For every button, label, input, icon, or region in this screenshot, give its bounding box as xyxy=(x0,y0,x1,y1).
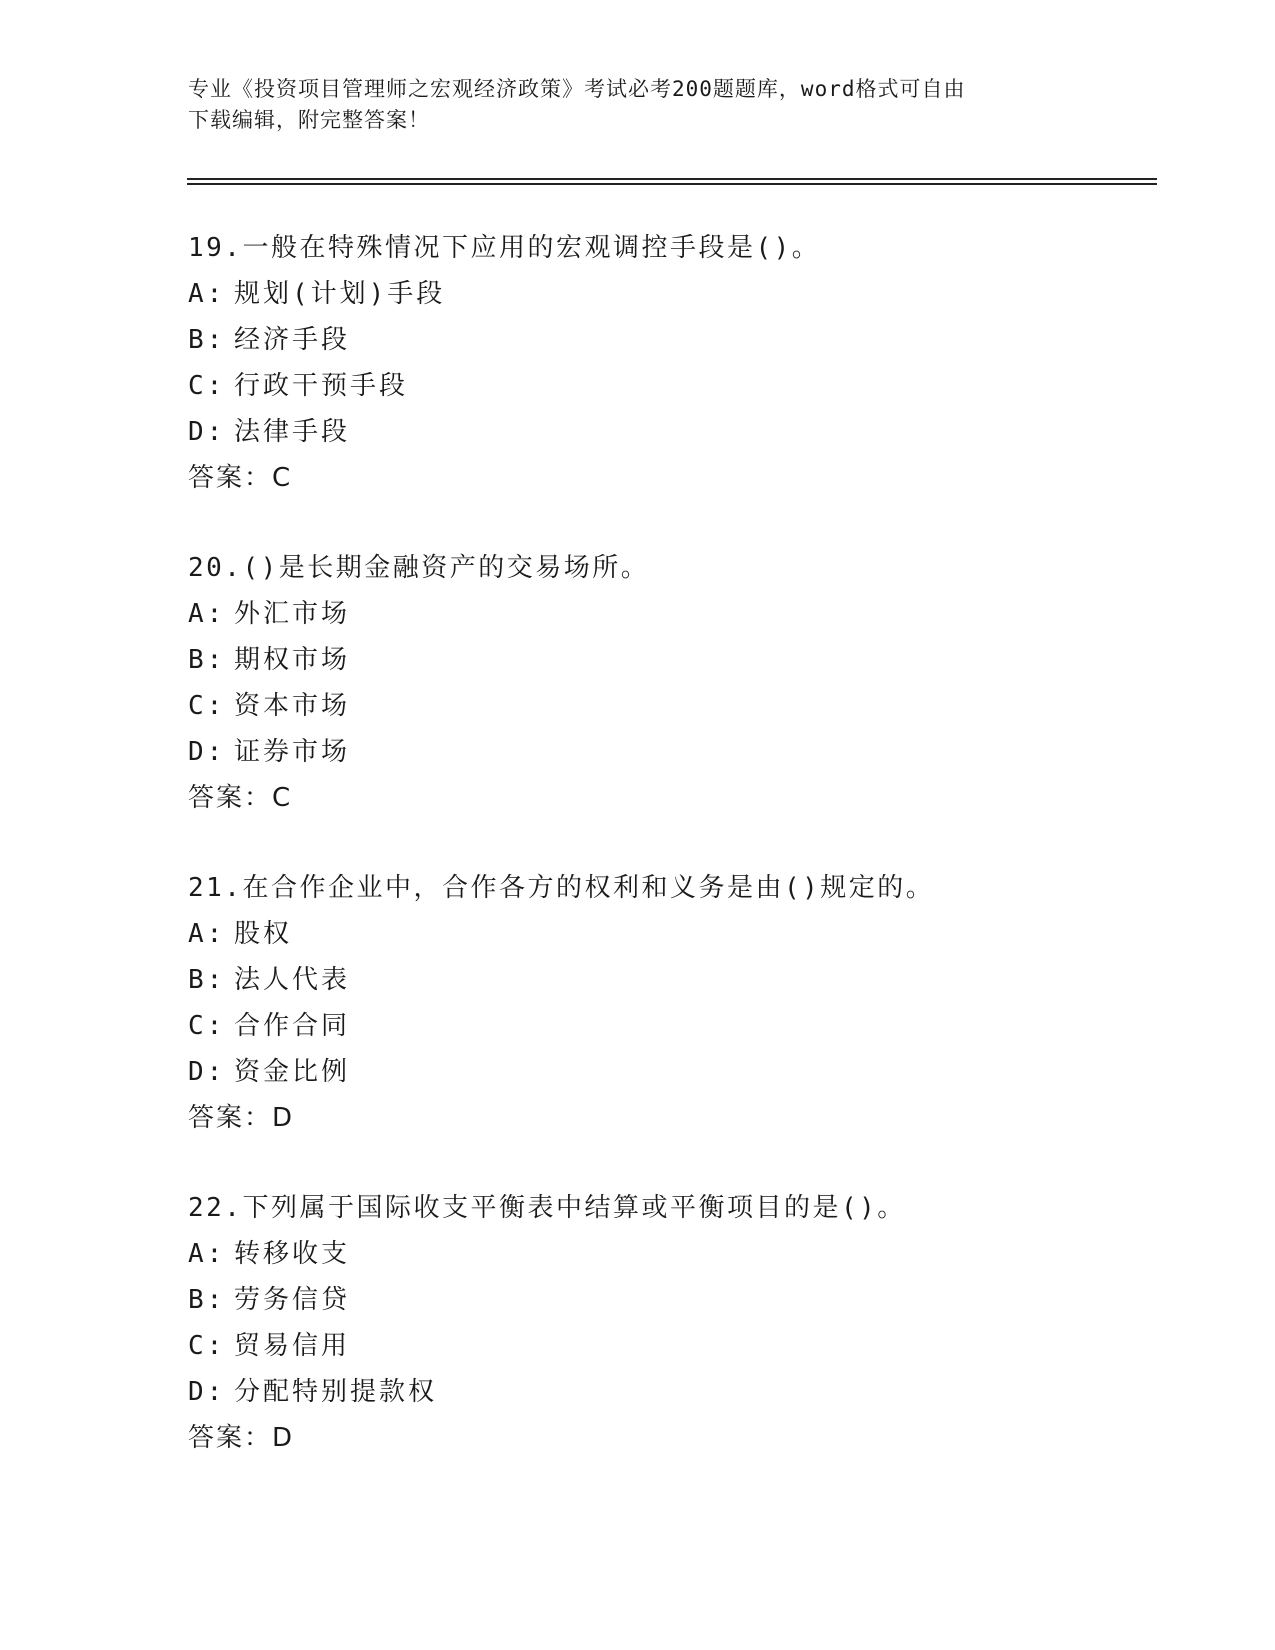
question-block xyxy=(188,225,1188,501)
question-title: 19.一般在特殊情况下应用的宏观调控手段是()。 xyxy=(188,233,821,263)
option-key: A: xyxy=(188,599,226,629)
option-text: 法人代表 xyxy=(234,965,351,995)
option-c xyxy=(188,363,1188,409)
option-text: 期权市场 xyxy=(234,645,351,675)
option-a xyxy=(188,591,1188,637)
option-key: A: xyxy=(188,279,226,309)
option-key: D: xyxy=(188,417,226,447)
option-text: 资金比例 xyxy=(234,1057,351,1087)
header-line-2: 下载编辑，附完整答案！ xyxy=(188,108,430,132)
option-b xyxy=(188,637,1188,683)
option-text: 资本市场 xyxy=(234,691,351,721)
option-key: C: xyxy=(188,371,226,401)
option-d xyxy=(188,409,1188,455)
option-key: A: xyxy=(188,1239,226,1269)
option-text: 贸易信用 xyxy=(234,1331,351,1361)
answer-line: 答案：C xyxy=(188,783,293,813)
question-block xyxy=(188,545,1188,821)
option-key: D: xyxy=(188,1377,226,1407)
question-block xyxy=(188,865,1188,1141)
option-text: 行政干预手段 xyxy=(234,371,409,401)
option-key: D: xyxy=(188,1057,226,1087)
option-b xyxy=(188,317,1188,363)
option-c xyxy=(188,1323,1188,1369)
option-key: D: xyxy=(188,737,226,767)
option-text: 劳务信贷 xyxy=(234,1285,351,1315)
option-text: 转移收支 xyxy=(234,1239,351,1269)
question-title: 20.()是长期金融资产的交易场所。 xyxy=(188,553,650,583)
option-c xyxy=(188,683,1188,729)
option-c xyxy=(188,1003,1188,1049)
option-key: C: xyxy=(188,691,226,721)
answer-line: 答案：C xyxy=(188,463,293,493)
document-header xyxy=(188,74,1088,136)
answer-line: 答案：D xyxy=(188,1103,295,1133)
option-text: 经济手段 xyxy=(234,325,351,355)
option-d xyxy=(188,729,1188,775)
option-d xyxy=(188,1369,1188,1415)
question-title: 22.下列属于国际收支平衡表中结算或平衡项目的是()。 xyxy=(188,1193,906,1223)
option-key: C: xyxy=(188,1331,226,1361)
option-text: 证券市场 xyxy=(234,737,351,767)
option-text: 外汇市场 xyxy=(234,599,351,629)
option-key: C: xyxy=(188,1011,226,1041)
header-divider-top xyxy=(187,178,1157,180)
option-key: B: xyxy=(188,645,226,675)
option-a xyxy=(188,271,1188,317)
header-line-1: 专业《投资项目管理师之宏观经济政策》考试必考200题题库，word格式可自由 xyxy=(188,77,966,101)
option-b xyxy=(188,1277,1188,1323)
option-a xyxy=(188,1231,1188,1277)
option-d xyxy=(188,1049,1188,1095)
answer-line: 答案：D xyxy=(188,1423,295,1453)
option-text: 规划(计划)手段 xyxy=(234,279,446,309)
option-key: B: xyxy=(188,1285,226,1315)
option-a xyxy=(188,911,1188,957)
question-title: 21.在合作企业中，合作各方的权利和义务是由()规定的。 xyxy=(188,873,935,903)
option-text: 法律手段 xyxy=(234,417,351,447)
option-text: 合作合同 xyxy=(234,1011,351,1041)
header-divider-bottom xyxy=(187,183,1157,185)
option-key: B: xyxy=(188,325,226,355)
option-text: 股权 xyxy=(234,919,293,949)
option-b xyxy=(188,957,1188,1003)
option-text: 分配特别提款权 xyxy=(234,1377,438,1407)
option-key: A: xyxy=(188,919,226,949)
option-key: B: xyxy=(188,965,226,995)
question-block xyxy=(188,1185,1188,1461)
